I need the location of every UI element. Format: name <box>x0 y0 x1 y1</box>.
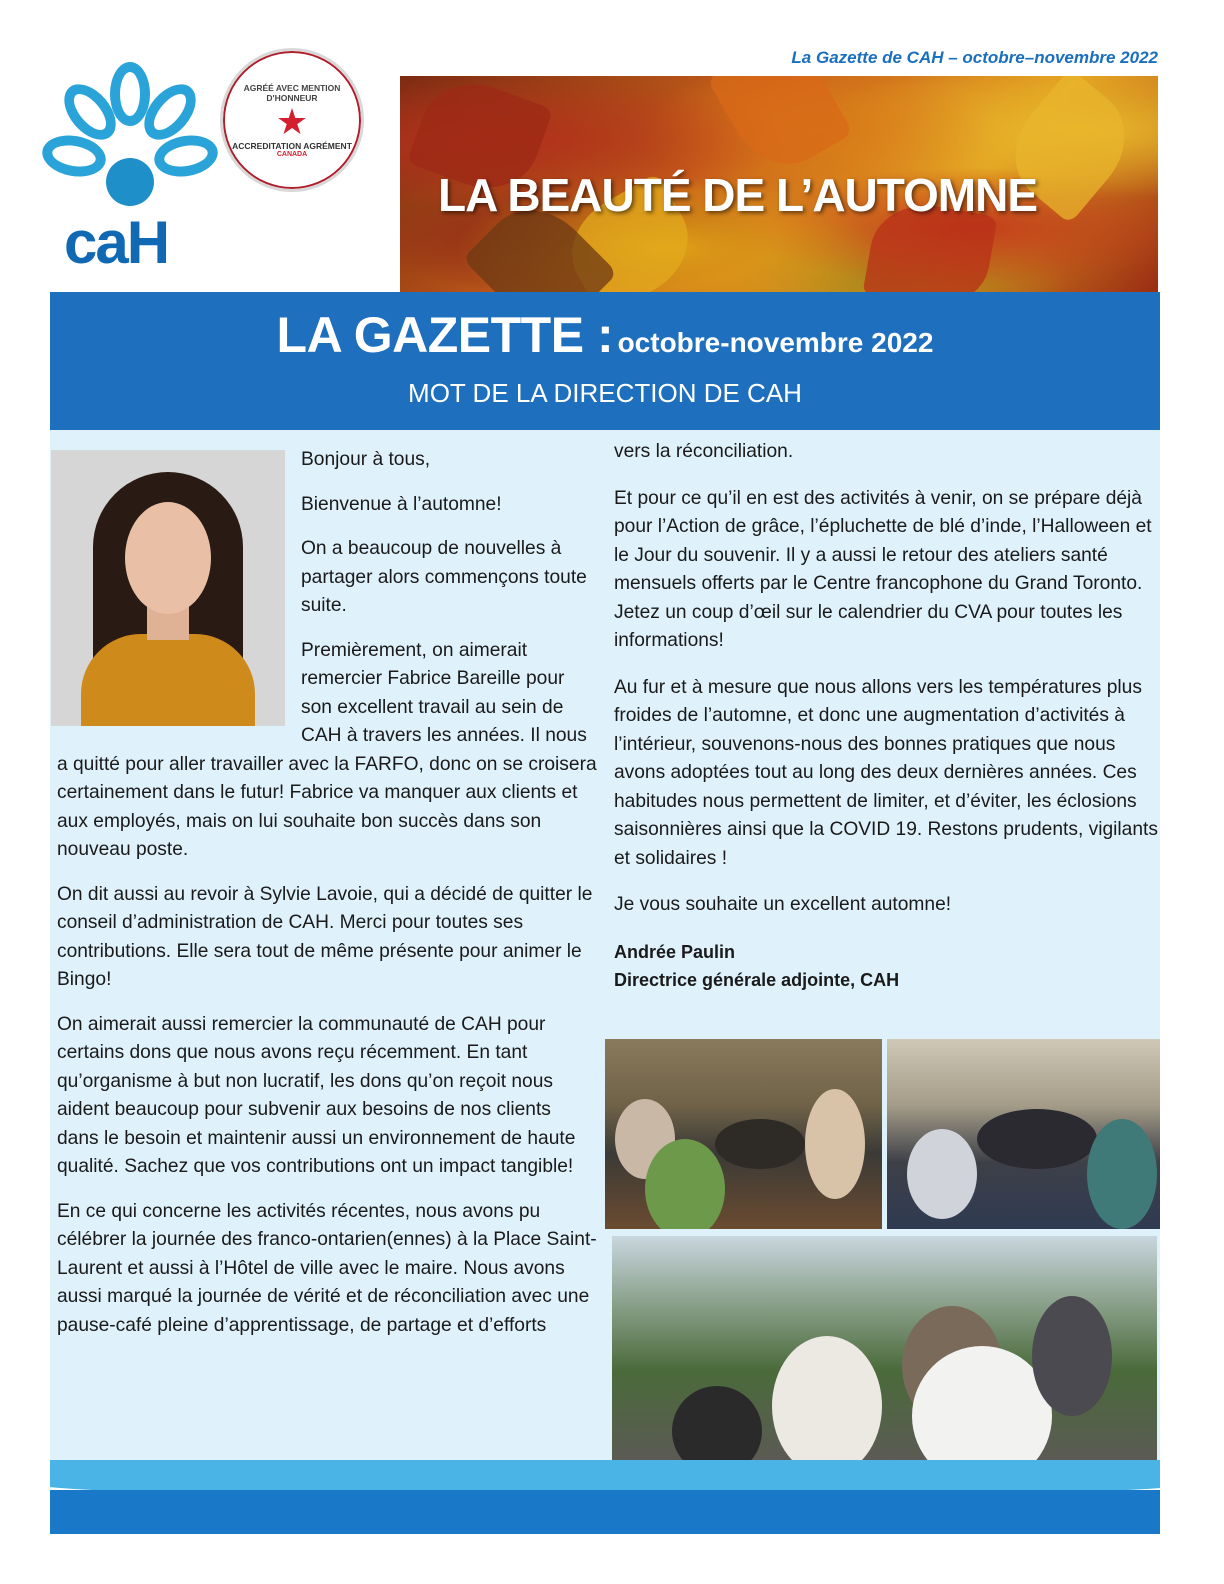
cah-logo <box>42 62 222 276</box>
paragraph: On dit aussi au revoir à Sylvie Lavoie, qui a décidé de quitter le conseil d’administration de CAH. Merci pour toutes ses contributions. Elle sera tout de même présente pour animer le Bingo! <box>57 883 593 990</box>
seal-bottom-text: ACCREDITATION AGRÉMENT <box>232 140 352 151</box>
paragraph: Et pour ce qu’il en est des activités à venir, on se prépare déjà pour l’Action de grâce, l’épluchette de blé d’inde, l’Halloween et le Jour du souvenir. Il y a aussi le retour des ateliers santé mensuels offerts par le Centre francophone du Grand Toronto. Jetez un coup d’œil sur le calendrier du CVA pour toutes les informations! <box>614 487 1152 651</box>
paragraph: On a beaucoup de nouvelles à partager alors commençons toute suite. <box>301 538 587 616</box>
paragraph: Premièrement, on aimerait remercier Fabrice Bareille pour son excellent travail au sein de CAH à travers les années. Il nous a quitté pour aller travailler avec la FARFO, donc on se croisera certainement dans le futur! Fabrice va manquer aux clients et aux employés, mais on lui souhaite bon succès dans son nouveau poste. <box>57 639 597 860</box>
paragraph: En ce qui concerne les activités récentes, nous avons pu célébrer la journée des franco-ontarien(ennes) à la Place Saint-Laurent et aussi à l’Hôtel de ville avec le maire. Nous avons aussi marqué la journée de vérité et de réconciliation avec une pause-café pleine d’apprentissage, de partage et d’efforts <box>57 1200 597 1336</box>
masthead <box>50 292 1160 430</box>
autumn-leaves-photo <box>400 76 1158 292</box>
masthead-title-big: LA GAZETTE : <box>276 307 614 363</box>
signature-title: Directrice générale adjointe, CAH <box>614 969 900 990</box>
running-header: La Gazette de CAH – octobre–novembre 2022 <box>791 48 1158 67</box>
banner-title: LA BEAUTÉ DE L’AUTOMNE <box>438 169 1038 221</box>
masthead-title-date: octobre-novembre 2022 <box>617 327 934 358</box>
greeting: Bonjour à tous, <box>301 449 431 470</box>
masthead-title <box>50 306 1160 364</box>
signature-name: Andrée Paulin <box>614 941 736 962</box>
paragraph: On aimerait aussi remercier la communauté de CAH pour certains dons que nous avons reçu récemment. En tant qu’organisme à but non lucratif, les dons qu’on reçoit nous aident beaucoup pour subvenir aux besoins de nos clients dans le besoin et maintenir aussi un environnement de haute qualité. Sachez que vos contributions ont un impact tangible! <box>57 1013 576 1177</box>
accreditation-seal-icon <box>220 48 364 192</box>
director-portrait-photo <box>51 450 285 726</box>
outdoor-group-photo <box>612 1236 1157 1462</box>
masthead-subtitle: MOT DE LA DIRECTION DE CAH <box>408 378 802 408</box>
seal-top-text: AGRÉÉ AVEC MENTION D'HONNEUR <box>243 82 341 103</box>
welcome-text: Bienvenue à l’automne! <box>301 493 502 515</box>
logo-text: caH <box>64 209 169 276</box>
footer-waves <box>50 1460 1160 1534</box>
closing-text: Je vous souhaite un excellent automne! <box>614 894 952 915</box>
seal-star-icon: ★ <box>275 100 309 142</box>
paragraph: vers la réconciliation. <box>614 441 794 462</box>
right-column <box>614 438 1158 994</box>
paragraph: Au fur et à mesure que nous allons vers les températures plus froides de l’automne, et donc une augmentation d’activités à l’intérieur, souvenons-nous des bonnes pratiques que nous avons adoptées tout au long des deux dernières années. Ces habitudes nous permettent de limiter, et d’éviter, les éclosions saisonnières ainsi que la COVID 19. Restons prudents, vigilants et solidaires ! <box>614 676 1158 869</box>
seniors-coffee-gathering-photo <box>605 1039 882 1229</box>
seal-country-text: CANADA <box>276 150 308 158</box>
seniors-table-gathering-photo <box>887 1039 1160 1229</box>
left-column <box>57 446 597 1356</box>
